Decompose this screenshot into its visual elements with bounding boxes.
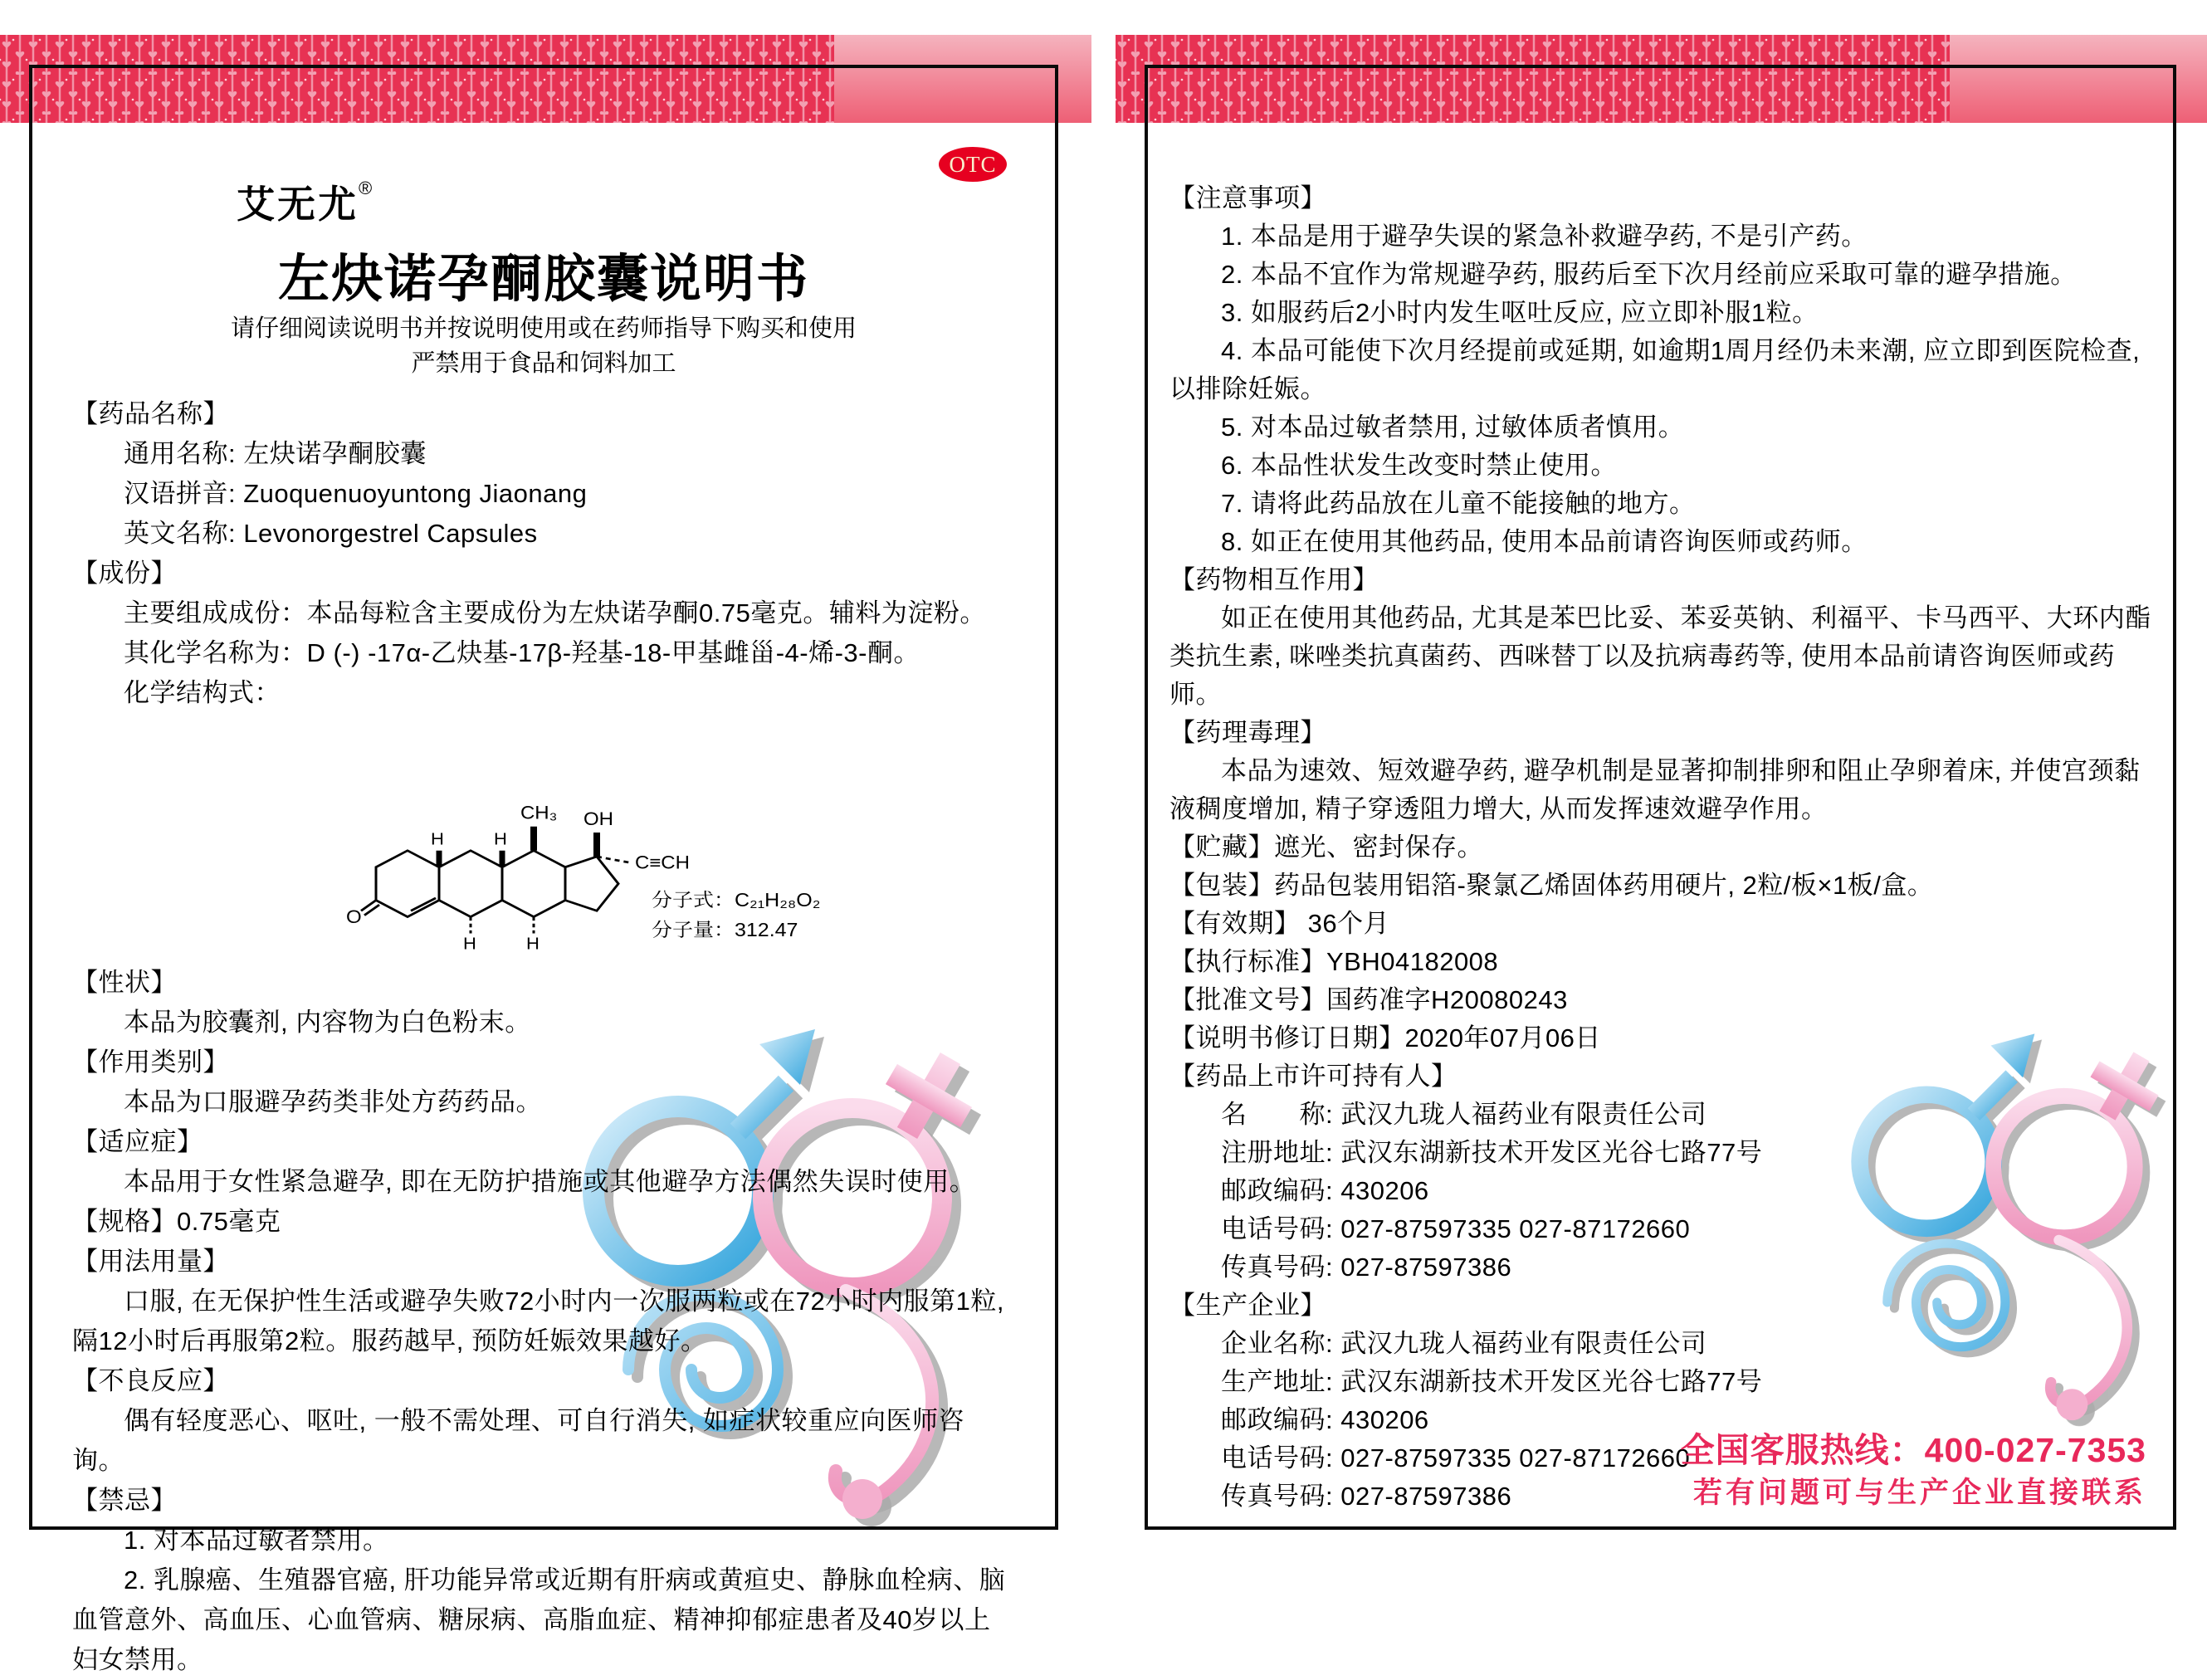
text-line: 【不良反应】 bbox=[72, 1366, 229, 1395]
otc-badge bbox=[939, 147, 1007, 182]
atom-label-h: H bbox=[526, 935, 540, 954]
text-line: 【成份】 bbox=[72, 559, 177, 588]
atom-label-h: H bbox=[431, 830, 444, 849]
registered-mark: ® bbox=[359, 178, 375, 198]
text-line: 注册地址: 武汉东湖新技术开发区光谷七路77号 bbox=[1221, 1138, 1763, 1167]
page-left bbox=[29, 65, 1058, 1674]
left-sections-bottom bbox=[72, 963, 1015, 1680]
atom-label-h: H bbox=[463, 935, 476, 954]
customer-service-hotline bbox=[1681, 1428, 2146, 1514]
text-line: 偶有轻度恶心、呕吐, 一般不需处理、可自行消失, 如症状较重应向医师咨询。 bbox=[72, 1406, 964, 1475]
left-sections-top bbox=[72, 394, 1015, 713]
molecular-weight: 分子量：312.47 bbox=[652, 920, 798, 941]
text-line: 化学结构式： bbox=[124, 678, 281, 707]
text-line: 【药物相互作用】 bbox=[1169, 565, 1379, 594]
subtitle-line-1: 请仔细阅读说明书并按说明使用或在药师指导下购买和使用 bbox=[230, 315, 857, 342]
text-line: 1. 对本品过敏者禁用。 bbox=[124, 1526, 389, 1555]
page-title: 左炔诺孕酮胶囊说明书 bbox=[277, 251, 809, 308]
text-line: 1. 本品是用于避孕失误的紧急补救避孕药, 不是引产药。 bbox=[1221, 222, 1868, 251]
text-line: 口服, 在无保护性生活或避孕失败72小时内一次服两粒或在72小时内服第1粒, 隔12小时后再服第2粒。服药越早, 预防妊娠效果越好。 bbox=[72, 1287, 1005, 1355]
text-line: 3. 如服药后2小时内发生呕吐反应, 应立即补服1粒。 bbox=[1221, 298, 1819, 327]
atom-label-o: O bbox=[346, 906, 362, 927]
text-line: 电话号码: 027-87597335 027-87172660 bbox=[1221, 1214, 1691, 1243]
chemical-structure-drawing bbox=[343, 720, 857, 954]
atom-label-oh: OH bbox=[583, 808, 613, 829]
text-line: 【包装】药品包装用铝箔-聚氯乙烯固体药用硬片, 2粒/板×1板/盒。 bbox=[1169, 871, 1934, 900]
text-line: 如正在使用其他药品, 尤其是苯巴比妥、苯妥英钠、利福平、卡马西平、大环内酯类抗生素, 咪唑类抗真菌药、西咪替丁以及抗病毒药等, 使用本品前请咨询医师或药师。 bbox=[1169, 603, 2151, 709]
otc-badge-label: OTC bbox=[949, 151, 997, 177]
text-line: 2. 本品不宜作为常规避孕药, 服药后至下次月经前应采取可靠的避孕措施。 bbox=[1221, 260, 2077, 289]
text-line: 主要组成成份：本品每粒含主要成份为左炔诺孕酮0.75毫克。辅料为淀粉。 bbox=[124, 598, 986, 628]
text-line: 【有效期】 36个月 bbox=[1169, 909, 1390, 938]
right-sections bbox=[1169, 179, 2151, 1516]
text-line: 5. 对本品过敏者禁用, 过敏体质者慎用。 bbox=[1221, 413, 1685, 442]
text-line: 英文名称: Levonorgestrel Capsules bbox=[124, 519, 538, 548]
atom-label-ethynyl: C≡CH bbox=[635, 852, 690, 873]
brand-logo bbox=[237, 174, 1015, 229]
page-right bbox=[1145, 65, 2176, 1530]
text-line: 8. 如正在使用其他药品, 使用本品前请咨询医师或药师。 bbox=[1221, 527, 1868, 556]
text-line: 本品为胶囊剂, 内容物为白色粉末。 bbox=[124, 1008, 531, 1037]
text-line: 传真号码: 027-87597386 bbox=[1221, 1253, 1512, 1282]
hotline-note: 若有问题可与生产企业直接联系 bbox=[1692, 1477, 2146, 1509]
text-line: 邮政编码: 430206 bbox=[1221, 1405, 1429, 1434]
text-line: 6. 本品性状发生改变时禁止使用。 bbox=[1221, 451, 1617, 480]
molecular-formula: 分子式：C₂₁H₂₈O₂ bbox=[652, 889, 821, 911]
text-line: 传真号码: 027-87597386 bbox=[1221, 1482, 1512, 1511]
text-line: 【药品上市许可持有人】 bbox=[1169, 1062, 1457, 1091]
text-line: 2. 乳腺癌、生殖器官癌, 肝功能异常或近期有肝病或黄疸史、静脉血栓病、脑血管意外、高血压、心血管病、糖尿病、高脂血症、精神抑郁症患者及40岁以上妇女禁用。 bbox=[72, 1565, 1006, 1674]
text-line: 4. 本品可能使下次月经提前或延期, 如逾期1周月经仍未来潮, 应立即到医院检查, 以排除妊娠。 bbox=[1169, 336, 2141, 403]
atom-label-h: H bbox=[494, 830, 507, 849]
text-line: 汉语拼音: Zuoquenuoyuntong Jiaonang bbox=[124, 479, 588, 508]
text-line: 【执行标准】YBH04182008 bbox=[1169, 947, 1499, 976]
text-line: 生产地址: 武汉东湖新技术开发区光谷七路77号 bbox=[1221, 1367, 1763, 1396]
text-line: 通用名称: 左炔诺孕酮胶囊 bbox=[124, 439, 427, 468]
text-line: 其化学名称为：D (-) -17α-乙炔基-17β-羟基-18-甲基雌甾-4-烯-3-酮。 bbox=[124, 638, 920, 667]
text-line: 【性状】 bbox=[72, 968, 177, 997]
text-line: 【用法用量】 bbox=[72, 1247, 229, 1276]
subtitle-line-2: 严禁用于食品和饲料加工 bbox=[411, 350, 676, 377]
text-line: 【禁忌】 bbox=[72, 1486, 177, 1515]
hotline-number: 全国客服热线：400-027-7353 bbox=[1680, 1431, 2146, 1469]
text-line: 【贮藏】遮光、密封保存。 bbox=[1169, 833, 1483, 862]
text-line: 【注意事项】 bbox=[1169, 183, 1326, 212]
text-line: 【说明书修订日期】2020年07月06日 bbox=[1169, 1023, 1601, 1052]
text-line: 【生产企业】 bbox=[1169, 1291, 1326, 1320]
text-line: 【规格】0.75毫克 bbox=[72, 1207, 281, 1236]
text-line: 7. 请将此药品放在儿童不能接触的地方。 bbox=[1221, 489, 1696, 518]
text-line: 【适应症】 bbox=[72, 1127, 203, 1156]
text-line: 【药品名称】 bbox=[72, 399, 229, 428]
text-line: 邮政编码: 430206 bbox=[1221, 1176, 1429, 1205]
text-line: 【作用类别】 bbox=[72, 1048, 229, 1077]
text-line: 名 称: 武汉九珑人福药业有限责任公司 bbox=[1221, 1100, 1707, 1129]
text-line: 【批准文号】国药准字H20080243 bbox=[1169, 985, 1568, 1014]
text-line: 电话号码: 027-87597335 027-87172660 bbox=[1221, 1443, 1691, 1472]
text-line: 本品为口服避孕药类非处方药药品。 bbox=[124, 1087, 542, 1116]
right-page-content bbox=[1148, 68, 2173, 1516]
brand-name: 艾无尤 bbox=[237, 183, 359, 226]
text-line: 【药理毒理】 bbox=[1169, 718, 1326, 747]
chemical-structure bbox=[343, 720, 1015, 954]
text-line: 本品用于女性紧急避孕, 即在无防护措施或其他避孕方法偶然失误时使用。 bbox=[124, 1167, 976, 1196]
text-line: 本品为速效、短效避孕药, 避孕机制是显著抑制排卵和阻止孕卵着床, 并使宫颈黏液稠度增加, 精子穿透阻力增大, 从而发挥速效避孕作用。 bbox=[1169, 756, 2141, 823]
atom-label-ch3: CH₃ bbox=[520, 802, 558, 823]
text-line: 企业名称: 武汉九珑人福药业有限责任公司 bbox=[1221, 1329, 1707, 1358]
left-page-content bbox=[32, 174, 1055, 1680]
